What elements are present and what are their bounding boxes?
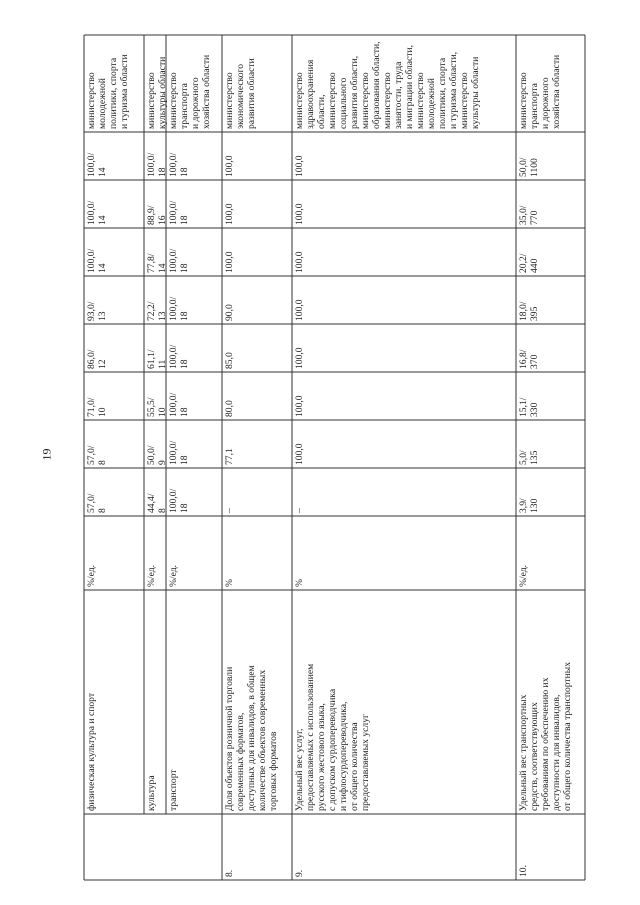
year-value-cell: 61,1/ 11	[146, 349, 168, 369]
year-value-cell: 100,0/ 18	[168, 152, 190, 177]
base-value-cell: –	[294, 508, 305, 513]
year-value-cell: 100,0	[294, 299, 305, 321]
row-number: 8.	[224, 869, 235, 877]
row-number: 9.	[294, 869, 305, 877]
year-value-cell: 100,0/ 14	[86, 152, 108, 177]
base-value-cell: –	[224, 508, 235, 513]
responsible-cell: министерство культуры области	[146, 56, 168, 129]
year-value-cell: 50,0/ 9	[146, 445, 168, 465]
year-value-cell: 16,8/ 370	[518, 349, 540, 369]
base-value-cell: 3,9/ 130	[518, 498, 540, 513]
responsible-cell: министерство молодежной политики, спорта и туризма области	[86, 54, 130, 129]
year-value-cell: 20,2/ 440	[518, 253, 540, 273]
year-value-cell: 55,5/ 10	[146, 397, 168, 417]
year-value-cell: 72,2/ 13	[146, 301, 168, 321]
unit-cell: %/ед.	[168, 564, 179, 587]
year-value-cell: 100,0/ 18	[168, 344, 190, 369]
year-value-cell: 100,0/ 18	[146, 152, 168, 177]
year-value-cell: 50,0/ 1100	[518, 157, 540, 177]
page-number: 19	[39, 448, 54, 461]
year-value-cell: 100,0	[294, 203, 305, 225]
year-value-cell: 100,0/ 18	[168, 296, 190, 321]
unit-cell: %	[224, 579, 235, 587]
indicator-name: физическая культура и спорт	[86, 692, 97, 811]
year-value-cell: 18,0/ 395	[518, 301, 540, 321]
year-value-cell: 100,0	[294, 443, 305, 465]
responsible-cell: министерство транспорта и дорожного хозяйства области	[518, 54, 562, 129]
unit-cell: %/ед.	[518, 564, 529, 587]
year-value-cell: 100,0	[294, 155, 305, 177]
unit-cell: %/ед.	[146, 564, 157, 587]
year-value-cell: 100,0/ 18	[168, 440, 190, 465]
year-value-cell: 88,9/ 16	[146, 205, 168, 225]
year-value-cell: 85,0	[224, 352, 235, 369]
base-value-cell: 57,0/ 8	[86, 493, 108, 513]
year-value-cell: 77,1	[224, 448, 235, 465]
year-value-cell: 100,0	[294, 251, 305, 273]
unit-cell: %/ед.	[86, 564, 97, 587]
year-value-cell: 77,8/ 14	[146, 253, 168, 273]
year-value-cell: 15,1/ 330	[518, 397, 540, 417]
year-value-cell: 100,0/ 18	[168, 200, 190, 225]
base-value-cell: 100,0/ 18	[168, 488, 190, 513]
year-value-cell: 57,0/ 8	[86, 445, 108, 465]
year-value-cell: 86,0/ 12	[86, 349, 108, 369]
year-value-cell: 100,0/ 14	[86, 200, 108, 225]
unit-cell: %	[294, 579, 305, 587]
year-value-cell: 80,0	[224, 400, 235, 417]
indicator-name: Удельный вес услуг, предоставляемых с использованием русского жестового языка, с допуском сурдопереводчика и тифлосурдопереводчика, от общего количества предоставляемых услуг	[294, 663, 371, 811]
row-number: 10.	[518, 865, 529, 877]
indicator-name: транспорт	[168, 769, 179, 811]
indicator-name: культура	[146, 775, 157, 811]
year-value-cell: 100,0	[224, 251, 235, 273]
responsible-cell: министерство транспорта и дорожного хозяйства области	[168, 54, 212, 129]
year-value-cell: 71,0/ 10	[86, 397, 108, 417]
year-value-cell: 100,0	[224, 155, 235, 177]
responsible-cell: министерство экономического развития области	[224, 58, 257, 129]
responsible-cell: министерство здравоохранения области, министерство социального развития области, министерство образования области, министерство занятости, труда и миграции области, министерство молодежной политики, спорта и туризма области, министерство культуры области	[294, 41, 481, 129]
year-value-cell: 100,0/ 14	[86, 248, 108, 273]
year-value-cell: 5,0/ 135	[518, 450, 540, 465]
year-value-cell: 35,0/ 770	[518, 205, 540, 225]
year-value-cell: 100,0	[294, 347, 305, 369]
indicator-name: Удельный вес транспортных средств, соответствующих требованиям по обеспечению их доступности для инвалидов, от общего количества транспортных	[518, 661, 573, 811]
indicator-name: Доля объектов розничной торговли современных форматов, доступных для инвалидов, в общем количестве объектов современных торговых форматов	[224, 665, 279, 811]
year-value-cell: 100,0	[294, 395, 305, 417]
base-value-cell: 44,4/ 8	[146, 493, 168, 513]
year-value-cell: 100,0	[224, 203, 235, 225]
year-value-cell: 93,0/ 13	[86, 301, 108, 321]
year-value-cell: 100,0/ 18	[168, 392, 190, 417]
year-value-cell: 90,0	[224, 304, 235, 321]
year-value-cell: 100,0/ 18	[168, 248, 190, 273]
